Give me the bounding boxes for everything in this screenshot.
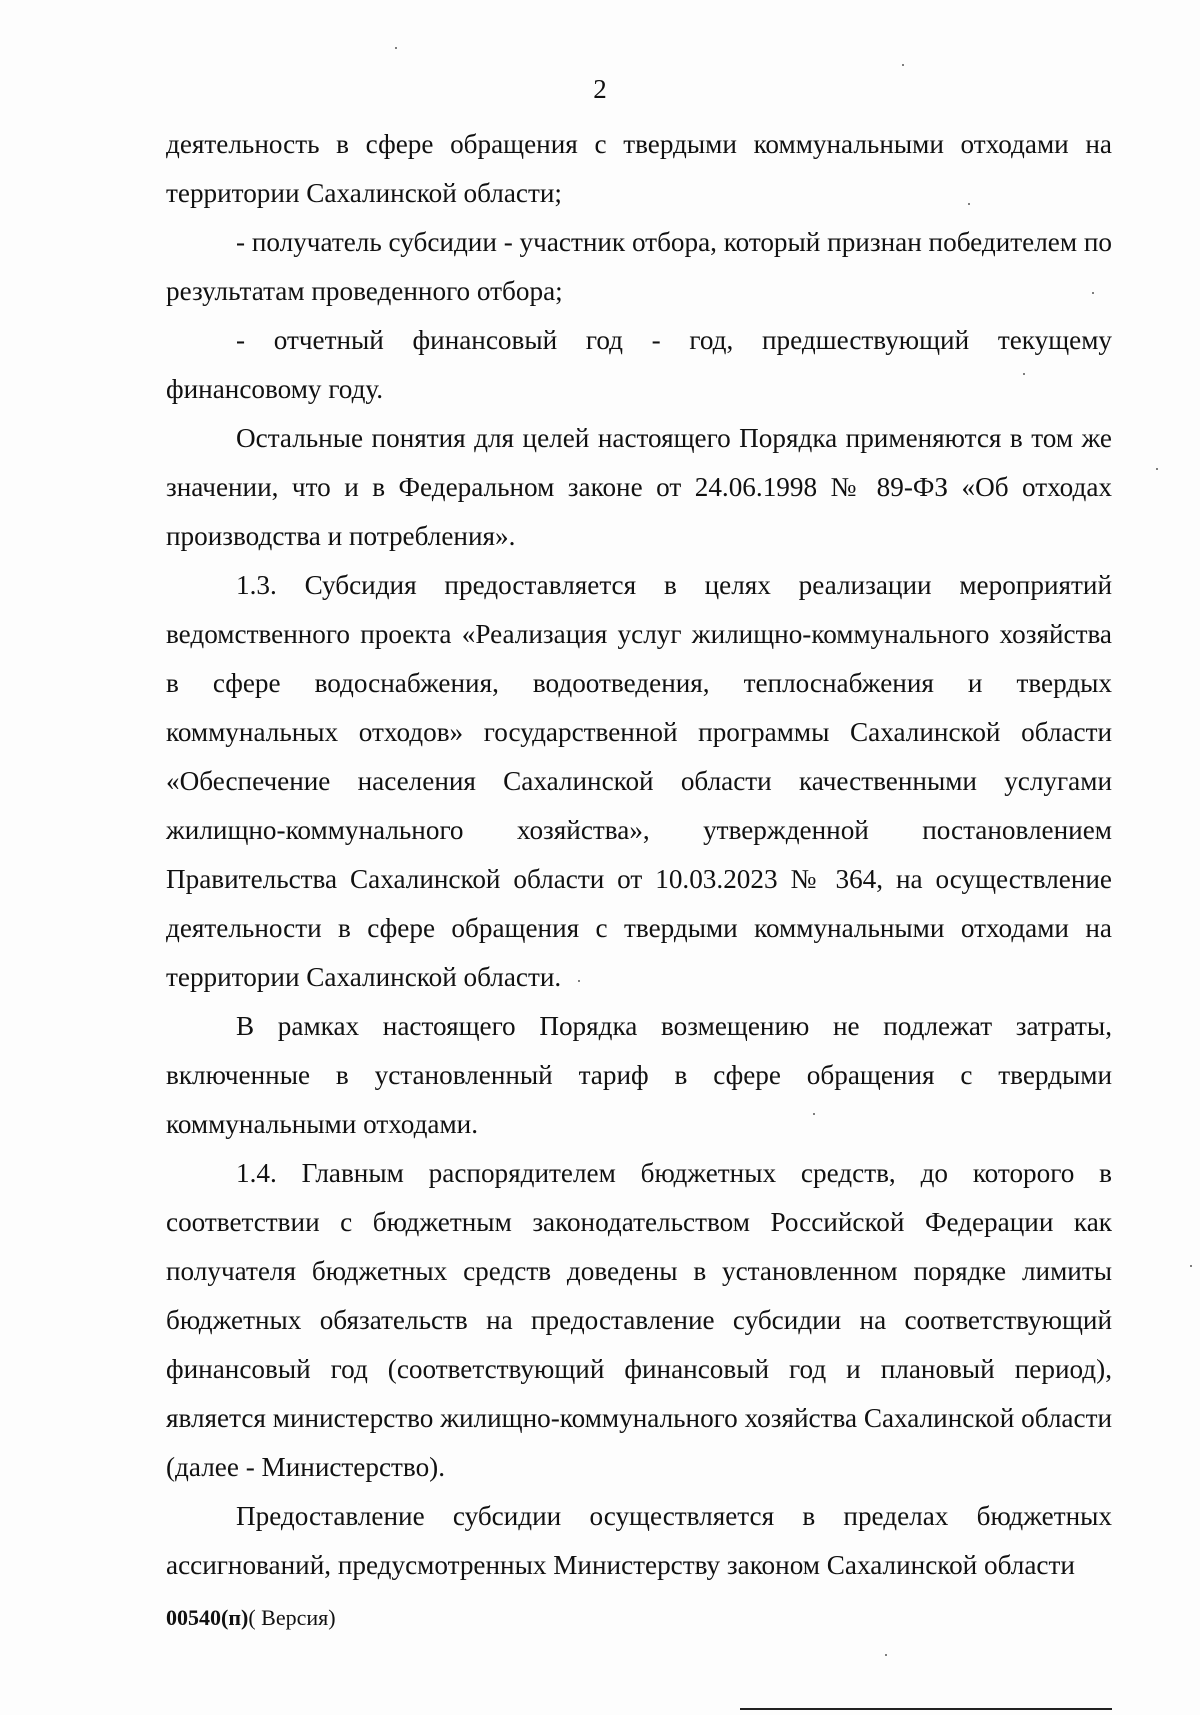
paragraph-2: - получатель субсидии - участник отбора, который признан победителем по результатам проведенного отбора; — [166, 227, 1112, 306]
paragraph-1: деятельность в сфере обращения с твердыми коммунальными отходами на территории Сахалинской области; — [166, 129, 1112, 208]
scan-speck — [813, 1113, 815, 1115]
document-version: ( Версия) — [248, 1605, 336, 1630]
scan-speck — [1023, 373, 1025, 375]
paragraph-5: 1.3. Субсидия предоставляется в целях реализации мероприятий ведомственного проекта «Реализация услуг жилищно-коммунального хозяйства в сфере водоснабжения, водоотведения, теплоснабжения и твердых коммунальных отходов» государственной программы Сахалинской области «Обеспечение населения Сахалинской области качественными услугами жилищно-коммунального хозяйства», утвержденной постановлением Правительства Сахалинской области от 10.03.2023 № 364, на осуществление деятельности в сфере обращения с твердыми коммунальными отходами на территории Сахалинской области. — [166, 570, 1112, 992]
scan-speck — [1156, 468, 1158, 470]
scan-speck — [902, 64, 904, 66]
paragraph-3: - отчетный финансовый год - год, предшествующий текущему финансовому году. — [166, 325, 1112, 404]
scan-speck — [968, 203, 970, 205]
scan-speck — [1190, 1265, 1192, 1267]
scan-speck — [1092, 292, 1094, 294]
bottom-rule — [740, 1708, 1112, 1710]
document-body — [166, 120, 1112, 1590]
scan-speck — [578, 980, 580, 982]
scan-speck — [395, 47, 397, 49]
paragraph-4: Остальные понятия для целей настоящего Порядка применяются в том же значении, что и в Федеральном законе от 24.06.1998 № 89-ФЗ «Об отходах производства и потребления». — [166, 423, 1112, 551]
scan-speck — [885, 1654, 887, 1656]
page-number: 2 — [593, 74, 607, 104]
paragraph-6: В рамках настоящего Порядка возмещению не подлежат затраты, включенные в установленный тариф в сфере обращения с твердыми коммунальными отходами. — [166, 1011, 1112, 1139]
document-code: 00540(п) — [166, 1605, 249, 1630]
paragraph-8: Предоставление субсидии осуществляется в пределах бюджетных ассигнований, предусмотренных Министерству законом Сахалинской области — [166, 1501, 1112, 1580]
document-footer — [166, 1605, 336, 1631]
paragraph-7: 1.4. Главным распорядителем бюджетных средств, до которого в соответствии с бюджетным законодательством Российской Федерации как получателя бюджетных средств доведены в установленном порядке лимиты бюджетных обязательств на предоставление субсидии на соответствующий финансовый год (соответствующий финансовый год и плановый период), является министерство жилищно-коммунального хозяйства Сахалинской области (далее - Министерство). — [166, 1158, 1112, 1482]
